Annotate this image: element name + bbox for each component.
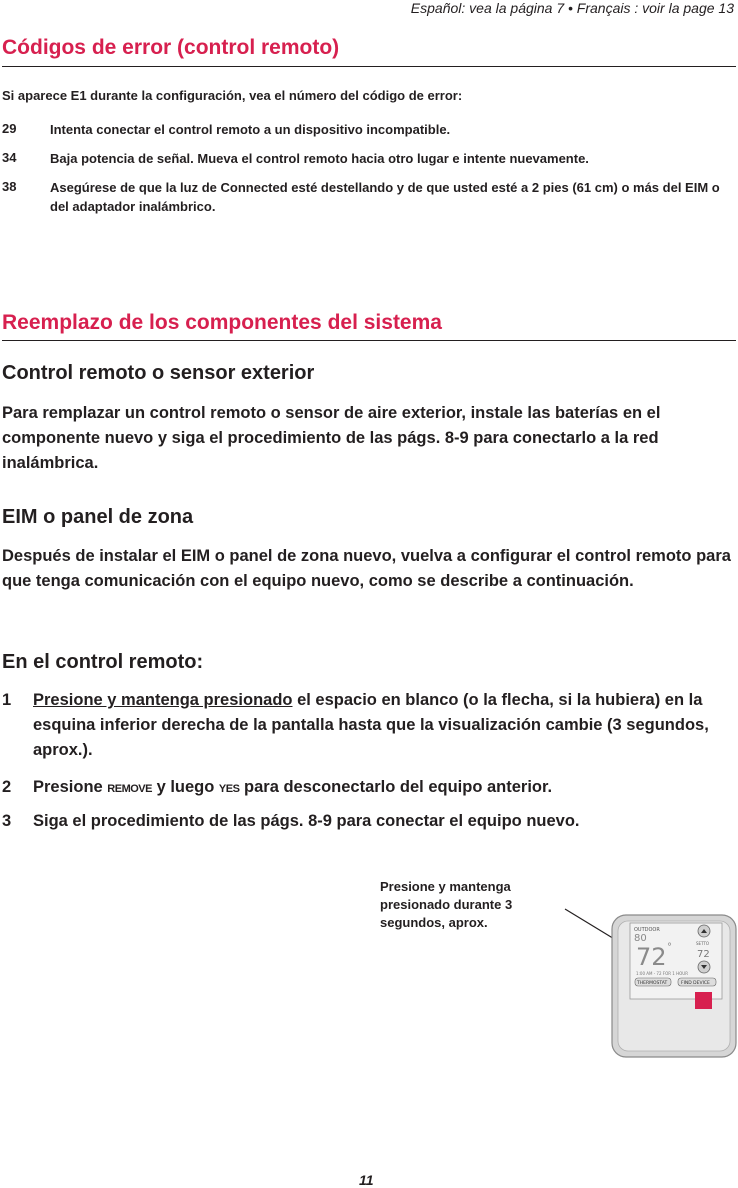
figure-callout: Presione y mantenga presionado durante 3 segundos, aprox. [380, 879, 513, 930]
step-2 [33, 775, 736, 802]
remote-sensor-heading: Control remoto o sensor exterior [2, 362, 315, 384]
error-code-description: Intenta conectar el control remoto a un dispositivo incompatible. [50, 122, 451, 137]
remote-control-illustration [560, 895, 738, 1060]
error-code-description: Asegúrese de que la luz de Connected esté destellando y de que usted esté a 2 pies (61 cm) o más del EIM o del adaptador inalámbrico. [50, 180, 720, 214]
section-divider [2, 66, 736, 67]
find-device-button-label: FIND DEVICE [681, 981, 710, 986]
degree-symbol: ° [667, 942, 672, 953]
yes-button-label: YES [218, 783, 240, 795]
eim-heading: EIM o panel de zona [2, 506, 194, 528]
step-number: 3 [2, 812, 12, 830]
error-code-number: 38 [2, 179, 17, 194]
step-text: el espacio en blanco (o la flecha, si la hubiera) en la esquina inferior derecha de la pantalla hasta que la visualización cambie (3 segundos, aprox.). [33, 691, 709, 759]
error-intro: Si aparece E1 durante la configuración, vea el número del código de error: [2, 88, 463, 103]
setpoint-label: SETTO [696, 941, 710, 946]
hidden-corner-button[interactable] [695, 992, 712, 1009]
step-number: 2 [2, 778, 12, 796]
error-code-description: Baja potencia de señal. Mueva el control remoto hacia otro lugar e intente nuevamente. [50, 151, 589, 166]
step-3: Siga el procedimiento de las págs. 8-9 para conectar el equipo nuevo. [33, 812, 580, 830]
step-text: para desconectarlo del equipo anterior. [239, 778, 553, 796]
step-number: 1 [2, 691, 12, 709]
error-code-number: 29 [2, 121, 17, 136]
thermostat-button-label: THERMOSTAT [637, 981, 668, 986]
step-text: y luego [151, 778, 219, 796]
outdoor-temp: 80 [634, 933, 647, 944]
step-text: Presione [33, 778, 108, 796]
step-1 [33, 688, 736, 763]
error-codes-title: Códigos de error (control remoto) [2, 36, 340, 59]
section-divider [2, 340, 736, 341]
eim-text: Después de instalar el EIM o panel de zona nuevo, vuelva a configurar el control remoto para que tenga comunicación con el equipo nuevo, como se describe a continuación. [2, 547, 731, 590]
step-emphasis: Presione y mantenga presionado [33, 691, 293, 709]
language-cross-reference: Español: vea la página 7 • Français : voir la page 13 [410, 0, 734, 16]
page-number: 11 [359, 1172, 374, 1188]
indoor-temp: 72 [636, 943, 667, 971]
remote-sensor-text: Para remplazar un control remoto o sensor de aire exterior, instale las baterías en el componente nuevo y siga el procedimiento de las págs. 8-9 para conectarlo a la red inalámbrica. [2, 404, 661, 472]
error-code-number: 34 [2, 150, 17, 165]
replacement-title: Reemplazo de los componentes del sistema [2, 311, 442, 334]
status-line: 1:00 AM - 72 FOR 1 HOUR [636, 971, 688, 976]
remove-button-label: REMOVE [107, 783, 152, 795]
outdoor-label: OUTDOOR [634, 927, 660, 933]
on-remote-heading: En el control remoto: [2, 651, 204, 673]
setpoint-temp: 72 [697, 949, 710, 960]
